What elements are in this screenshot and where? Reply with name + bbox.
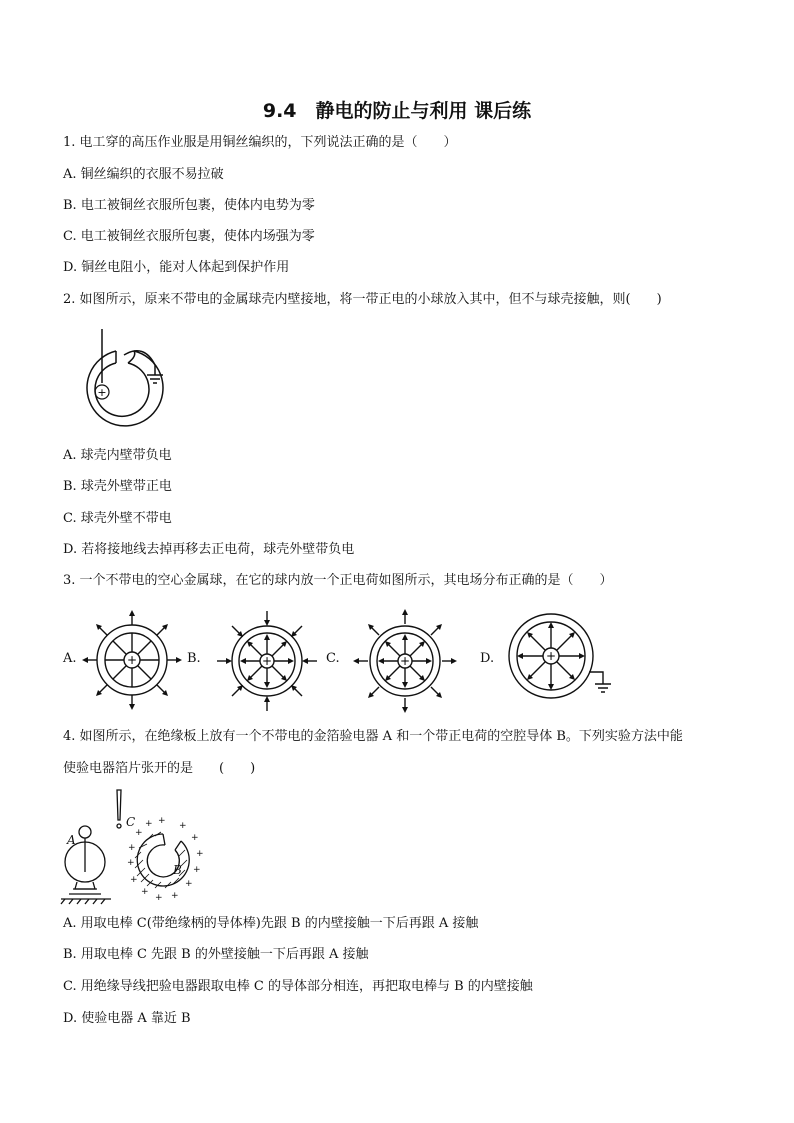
- charge-plus-14: +: [128, 843, 136, 853]
- question-1-option-d: D. 铜丝电阻小，能对人体起到保护作用: [63, 260, 290, 275]
- question-4-figure-electroscope: [55, 788, 230, 906]
- question-3-figure-a: [80, 608, 185, 713]
- question-3-figure-c: [350, 606, 460, 716]
- question-3-figure-b: [212, 606, 322, 716]
- page-title: 9.4 静电的防止与利用 课后练: [262, 100, 532, 122]
- question-2-option-b: B. 球壳外壁带正电: [63, 479, 172, 494]
- fig-d-plus-sign: +: [545, 649, 557, 663]
- charge-plus-1: +: [135, 828, 143, 838]
- label-b: B: [173, 863, 182, 877]
- question-2-figure-grounded-shell: [62, 325, 182, 440]
- question-2-option-d: D. 若将接地线去掉再移去正电荷，球壳外壁带负电: [63, 542, 355, 557]
- question-4-stem-line1: 4. 如图所示，在绝缘板上放有一个不带电的金箔验电器 A 和一个带正电荷的空腔导体 B。下列实验方法中能: [63, 729, 683, 744]
- question-2-option-c: C. 球壳外壁不带电: [63, 511, 172, 526]
- charge-plus-10: +: [155, 893, 163, 903]
- question-3-option-a-label: A.: [63, 651, 77, 666]
- question-4-option-a: A. 用取电棒 C(带绝缘柄的导体棒)先跟 B 的内壁接触一下后再跟 A 接触: [63, 916, 479, 931]
- question-3-option-b-label: B.: [187, 651, 201, 666]
- charge-plus-9: +: [171, 891, 179, 901]
- label-a: A: [67, 833, 76, 847]
- question-2-option-a: A. 球壳内壁带负电: [63, 448, 172, 463]
- question-3-stem: 3. 一个不带电的空心金属球，在它的球内放一个正电荷如图所示，其电场分布正确的是（ ）: [63, 573, 613, 588]
- question-3-figure-d: [503, 608, 621, 706]
- charge-plus-12: +: [130, 875, 138, 885]
- question-2-stem: 2. 如图所示，原来不带电的金属球壳内壁接地，将一带正电的小球放入其中，但不与球壳接触，则( ): [63, 292, 662, 307]
- question-1-option-b: B. 电工被铜丝衣服所包裹，使体内电势为零: [63, 198, 315, 213]
- charge-plus-5: +: [191, 833, 199, 843]
- charge-plus-7: +: [193, 865, 201, 875]
- fig-a-plus-sign: +: [126, 653, 138, 667]
- ball-plus-sign: +: [97, 386, 107, 399]
- question-4-stem-line2: 使验电器箔片张开的是 ( ): [63, 761, 256, 776]
- charge-plus-11: +: [141, 887, 149, 897]
- charge-plus-3: +: [158, 816, 166, 826]
- question-4-option-d: D. 使验电器 A 靠近 B: [63, 1011, 191, 1026]
- charge-plus-13: +: [127, 858, 135, 868]
- question-1-option-a: A. 铜丝编织的衣服不易拉破: [63, 167, 224, 182]
- question-1-stem: 1. 电工穿的高压作业服是用铜丝编织的，下列说法正确的是（ ）: [63, 135, 457, 150]
- question-3-option-d-label: D.: [480, 651, 495, 666]
- question-4-option-b: B. 用取电棒 C 先跟 B 的外壁接触一下后再跟 A 接触: [63, 947, 369, 962]
- charge-plus-4: +: [179, 821, 187, 831]
- fig-b-plus-sign: +: [261, 654, 273, 668]
- charge-plus-6: +: [196, 849, 204, 859]
- charge-plus-2: +: [145, 819, 153, 829]
- fig-c-plus-sign: +: [399, 654, 411, 668]
- question-3-option-c-label: C.: [326, 651, 340, 666]
- charge-plus-8: +: [185, 879, 193, 889]
- label-c: C: [126, 815, 136, 829]
- question-1-option-c: C. 电工被铜丝衣服所包裹，使体内场强为零: [63, 229, 315, 244]
- question-4-option-c: C. 用绝缘导线把验电器跟取电棒 C 的导体部分相连，再把取电棒与 B 的内壁接触: [63, 979, 533, 994]
